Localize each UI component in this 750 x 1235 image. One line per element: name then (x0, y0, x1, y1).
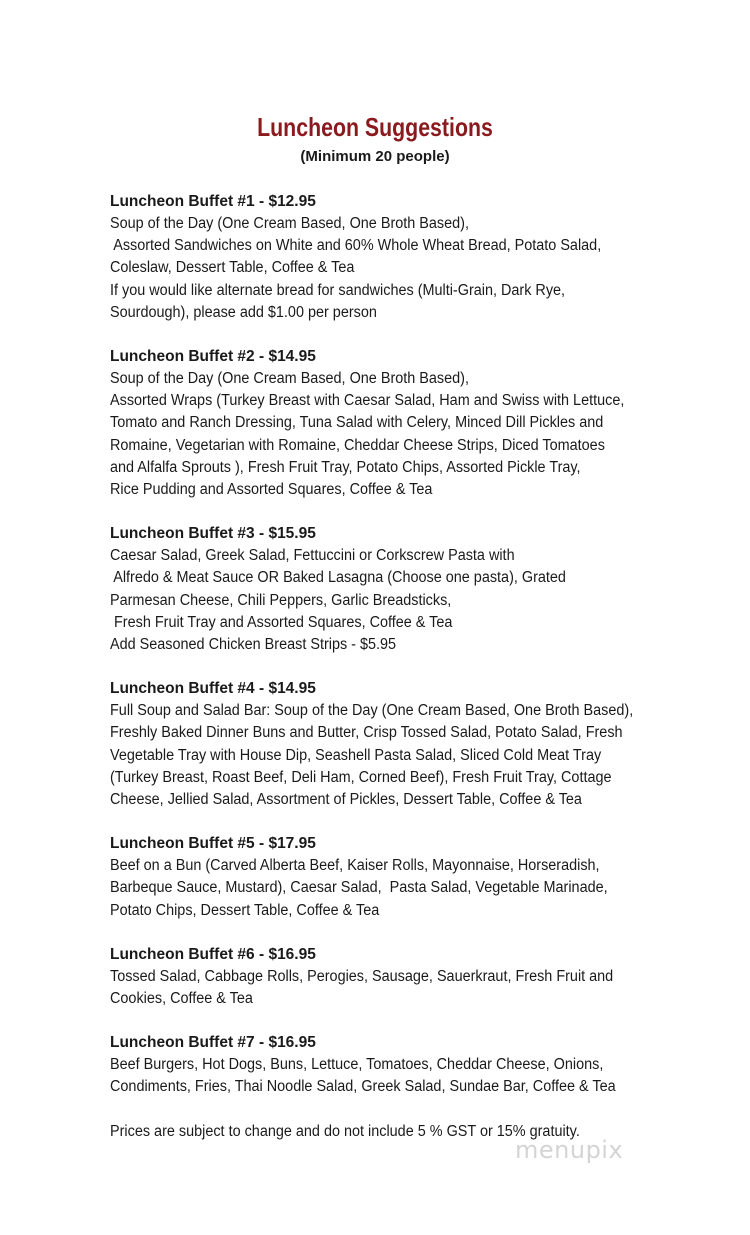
buffet-3-line: Caesar Salad, Greek Salad, Fettuccini or Corkscrew Pasta with (110, 547, 515, 565)
buffet-1-line: Assorted Sandwiches on White and 60% Whole Wheat Bread, Potato Salad, (110, 237, 602, 255)
watermark-logo: menupix (515, 1136, 624, 1164)
buffet-4-line: Freshly Baked Dinner Buns and Butter, Crisp Tossed Salad, Potato Salad, Fresh (110, 724, 623, 742)
buffet-1-line: Coleslaw, Dessert Table, Coffee & Tea (110, 259, 355, 277)
buffet-6-section (110, 944, 670, 1010)
buffet-6-line: Tossed Salad, Cabbage Rolls, Perogies, Sausage, Sauerkraut, Fresh Fruit and (110, 967, 614, 985)
buffet-5-line: Barbeque Sauce, Mustard), Caesar Salad, Pasta Salad, Vegetable Marinade, (110, 879, 608, 897)
buffet-2-line: Tomato and Ranch Dressing, Tuna Salad with Celery, Minced Dill Pickles and (110, 414, 604, 432)
buffet-3-line: Add Seasoned Chicken Breast Strips - $5.95 (110, 636, 397, 654)
buffet-5-section (110, 833, 670, 922)
buffet-2-line: Romaine, Vegetarian with Romaine, Cheddar Cheese Strips, Diced Tomatoes (110, 436, 605, 454)
buffet-2-line: Soup of the Day (One Cream Based, One Broth Based), (110, 370, 469, 388)
buffet-2-line: Assorted Wraps (Turkey Breast with Caesar Salad, Ham and Swiss with Lettuce, (110, 392, 625, 410)
buffet-2-line: and Alfalfa Sprouts ), Fresh Fruit Tray, Potato Chips, Assorted Pickle Tray, (110, 458, 581, 476)
buffet-7-heading: Luncheon Buffet #7 - $16.95 (110, 1034, 316, 1052)
pricing-note: Prices are subject to change and do not include 5 % GST or 15% gratuity. (110, 1122, 580, 1140)
buffet-1-line: Sourdough), please add $1.00 per person (110, 303, 377, 321)
buffet-4-line: (Turkey Breast, Roast Beef, Deli Ham, Corned Beef), Fresh Fruit Tray, Cottage (110, 768, 612, 786)
buffet-3-line: Parmesan Cheese, Chili Peppers, Garlic Breadsticks, (110, 591, 452, 609)
buffet-3-heading: Luncheon Buffet #3 - $15.95 (110, 525, 316, 543)
buffet-7-section (110, 1032, 670, 1098)
buffet-4-line: Vegetable Tray with House Dip, Seashell Pasta Salad, Sliced Cold Meat Tray (110, 746, 602, 764)
buffet-1-line: Soup of the Day (One Cream Based, One Broth Based), (110, 215, 469, 232)
page-title: Luncheon Suggestions (257, 112, 493, 142)
buffet-5-line: Potato Chips, Dessert Table, Coffee & Tea (110, 901, 380, 919)
buffet-3-line: Fresh Fruit Tray and Assorted Squares, Coffee & Tea (110, 613, 453, 631)
menu-content (110, 191, 670, 1143)
buffet-1-line: If you would like alternate bread for sandwiches (Multi-Grain, Dark Rye, (110, 281, 566, 299)
buffet-2-heading: Luncheon Buffet #2 - $14.95 (110, 348, 316, 366)
buffet-7-line: Condiments, Fries, Thai Noodle Salad, Greek Salad, Sundae Bar, Coffee & Tea (110, 1078, 616, 1096)
buffet-6-heading: Luncheon Buffet #6 - $16.95 (110, 945, 316, 963)
buffet-1-heading: Luncheon Buffet #1 - $12.95 (110, 193, 316, 210)
buffet-4-line: Full Soup and Salad Bar: Soup of the Day (One Cream Based, One Broth Based), (110, 702, 634, 720)
buffet-5-line: Beef on a Bun (Carved Alberta Beef, Kaiser Rolls, Mayonnaise, Horseradish, (110, 857, 600, 875)
buffet-4-line: Cheese, Jellied Salad, Assortment of Pickles, Dessert Table, Coffee & Tea (110, 791, 582, 809)
buffet-5-heading: Luncheon Buffet #5 - $17.95 (110, 835, 316, 853)
buffet-6-line: Cookies, Coffee & Tea (110, 990, 253, 1008)
buffet-1-section (110, 191, 670, 324)
buffet-4-section (110, 678, 670, 811)
page-subtitle: (Minimum 20 people) (300, 148, 450, 165)
buffet-2-line: Rice Pudding and Assorted Squares, Coffee & Tea (110, 481, 433, 499)
buffet-4-heading: Luncheon Buffet #4 - $14.95 (110, 680, 316, 698)
buffet-2-section (110, 346, 670, 501)
buffet-3-section (110, 523, 670, 656)
buffet-7-line: Beef Burgers, Hot Dogs, Buns, Lettuce, Tomatoes, Cheddar Cheese, Onions, (110, 1056, 604, 1074)
buffet-3-line: Alfredo & Meat Sauce OR Baked Lasagna (Choose one pasta), Grated (110, 569, 566, 587)
